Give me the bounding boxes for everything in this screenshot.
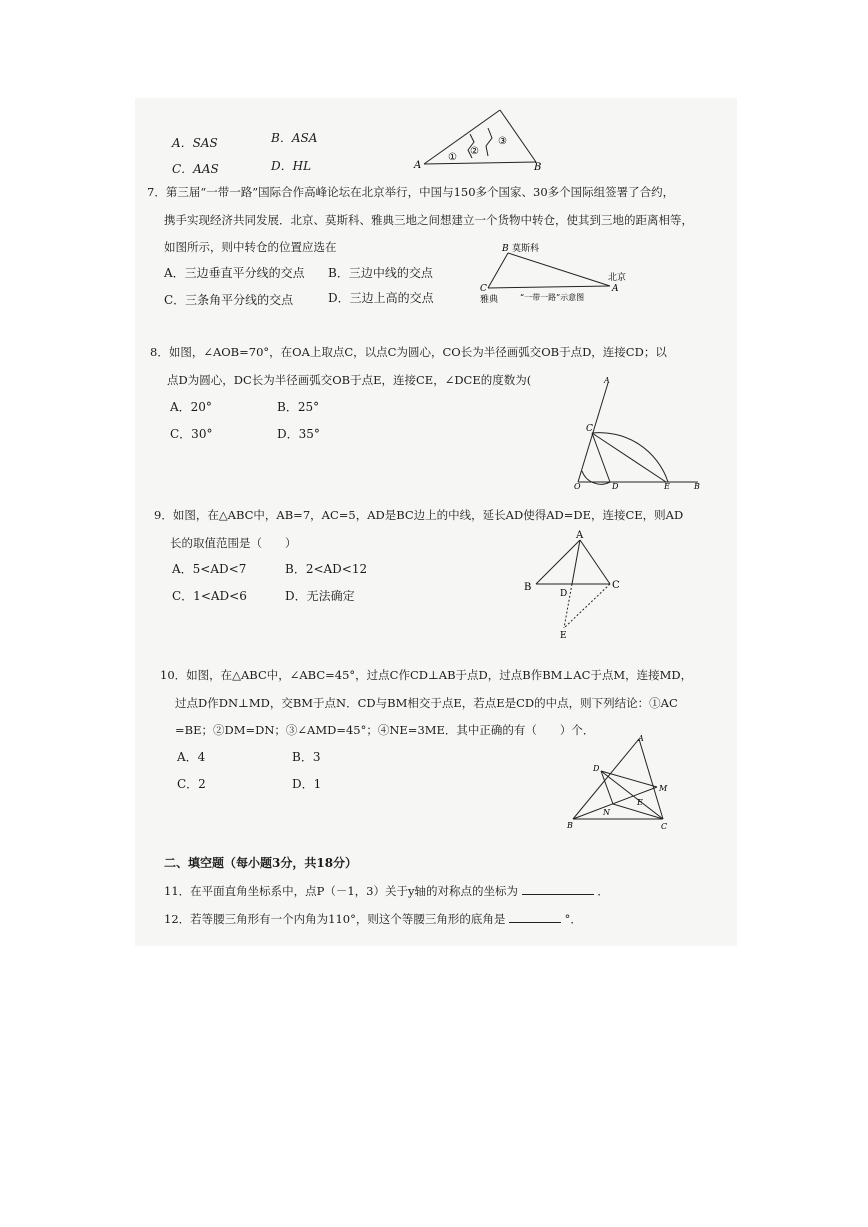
q9-option-a: A．5<AD<7 bbox=[172, 562, 247, 576]
q11-answer-blank[interactable] bbox=[522, 884, 594, 895]
q10-label-b: B bbox=[567, 821, 573, 830]
q6-label-b: B bbox=[534, 162, 542, 173]
q6-angle-3: ③ bbox=[498, 136, 507, 147]
q7-line-3: 如图所示，则中转仓的位置应选在 bbox=[164, 240, 337, 254]
q7-label-b: B bbox=[502, 244, 509, 254]
q7-option-c: C．三条角平分线的交点 bbox=[164, 293, 294, 307]
q9-option-c: C．1<AD<6 bbox=[172, 589, 247, 603]
q10-line-2: 过点D作DN⊥MD，交BM于点N．CD与BM相交于点E，若点E是CD的中点，则下列结论：①AC bbox=[175, 696, 678, 710]
q8-line-2: 点D为圆心，DC长为半径画弧交OB于点E，连接CE，∠DCE的度数为( bbox=[167, 373, 532, 387]
q7-option-b: B．三边中线的交点 bbox=[328, 266, 433, 280]
q6-option-a: A．SAS bbox=[172, 136, 218, 150]
q6-option-b: B．ASA bbox=[271, 131, 318, 145]
q9-label-a: A bbox=[576, 530, 584, 541]
q6-option-d: D．HL bbox=[271, 159, 312, 173]
q8-option-c: C．30° bbox=[170, 427, 213, 441]
q6-label-a: A bbox=[414, 160, 422, 171]
q9-line-1: 9．如图，在△ABC中，AB=7，AC=5，AD是BC边上的中线，延长AD使得AD=DE，连接CE，则AD bbox=[154, 508, 684, 522]
q8-label-a: A bbox=[604, 376, 610, 385]
q7-label-moscow: 莫斯科 bbox=[512, 244, 540, 254]
q7-line-2: 携手实现经济共同发展．北京、莫斯科、雅典三地之间想建立一个货物中转仓，使其到三地的距离相等， bbox=[164, 213, 693, 227]
q10-label-e: E bbox=[637, 798, 643, 807]
q10-line-1: 10．如图，在△ABC中，∠ABC=45°，过点C作CD⊥AB于点D，过点B作BM⊥AC于点M，连接MD， bbox=[160, 668, 693, 682]
q12-answer-blank[interactable] bbox=[509, 912, 561, 923]
q9-option-b: B．2<AD<12 bbox=[285, 562, 368, 576]
q12-end: °． bbox=[564, 912, 582, 926]
q6-angle-1: ① bbox=[448, 152, 457, 163]
q10-option-d: D．1 bbox=[292, 777, 322, 791]
q12-line bbox=[164, 912, 582, 926]
q11-text: 11．在平面直角坐标系中，点P（－1，3）关于y轴的对称点的坐标为 bbox=[164, 884, 518, 898]
q9-label-b: B bbox=[524, 582, 532, 593]
q11-line bbox=[164, 884, 609, 898]
q9-label-c: C bbox=[612, 580, 620, 591]
q8-arc-figure bbox=[560, 375, 710, 490]
q7-label-beijing: 北京 bbox=[608, 273, 627, 283]
q7-caption: “一带一路”示意图 bbox=[520, 293, 585, 302]
q10-option-a: A．4 bbox=[177, 750, 206, 764]
q7-label-a: A bbox=[612, 284, 619, 294]
q8-label-b: B bbox=[694, 482, 700, 490]
q7-option-d: D．三边上高的交点 bbox=[328, 291, 434, 305]
q8-label-d: D bbox=[612, 482, 619, 490]
q10-line-3: =BE；②DM=DN；③∠AMD=45°；④NE=3ME．其中正确的有（ ）个． bbox=[175, 723, 595, 737]
q12-text: 12．若等腰三角形有一个内角为110°，则这个等腰三角形的底角是 bbox=[164, 912, 506, 926]
q6-angle-2: ② bbox=[470, 146, 479, 157]
q8-option-b: B．25° bbox=[277, 400, 320, 414]
q10-label-d: D bbox=[593, 764, 600, 773]
q7-line-1: 7．第三届“一带一路”国际合作高峰论坛在北京举行，中国与150多个国家、30多个国际组签署了合约， bbox=[147, 185, 675, 199]
q8-option-a: A．20° bbox=[170, 400, 212, 414]
q8-option-d: D．35° bbox=[277, 427, 320, 441]
q9-option-d: D．无法确定 bbox=[285, 589, 355, 603]
q10-option-c: C．2 bbox=[177, 777, 206, 791]
q8-line-1: 8．如图，∠AOB=70°，在OA上取点C，以点C为圆心，CO长为半径画弧交OB于点D，连接CD；以 bbox=[150, 345, 667, 359]
q7-label-c: C bbox=[480, 284, 487, 294]
q10-label-m: M bbox=[659, 784, 668, 793]
q6-triangle-figure bbox=[412, 104, 552, 174]
q9-triangle-figure bbox=[518, 528, 633, 643]
q9-label-d: D bbox=[560, 589, 568, 599]
q10-label-c: C bbox=[661, 822, 668, 831]
q10-label-n: N bbox=[603, 808, 610, 817]
q8-label-o: O bbox=[574, 482, 581, 490]
q10-triangle-figure bbox=[565, 733, 685, 833]
q11-end: ． bbox=[597, 884, 609, 898]
q8-label-c: C bbox=[586, 424, 593, 434]
section-2-title: 二、填空题（每小题3分，共18分） bbox=[164, 856, 358, 870]
q9-line-2: 长的取值范围是（ ） bbox=[170, 536, 297, 550]
q7-label-athens: 雅典 bbox=[480, 295, 499, 305]
q9-label-e: E bbox=[560, 631, 567, 641]
q10-option-b: B．3 bbox=[292, 750, 321, 764]
q6-option-c: C．AAS bbox=[172, 162, 219, 176]
q10-label-a: A bbox=[638, 734, 644, 743]
q8-label-e: E bbox=[664, 482, 670, 490]
q7-option-a: A．三边垂直平分线的交点 bbox=[164, 266, 305, 280]
q7-map-figure bbox=[472, 238, 642, 308]
